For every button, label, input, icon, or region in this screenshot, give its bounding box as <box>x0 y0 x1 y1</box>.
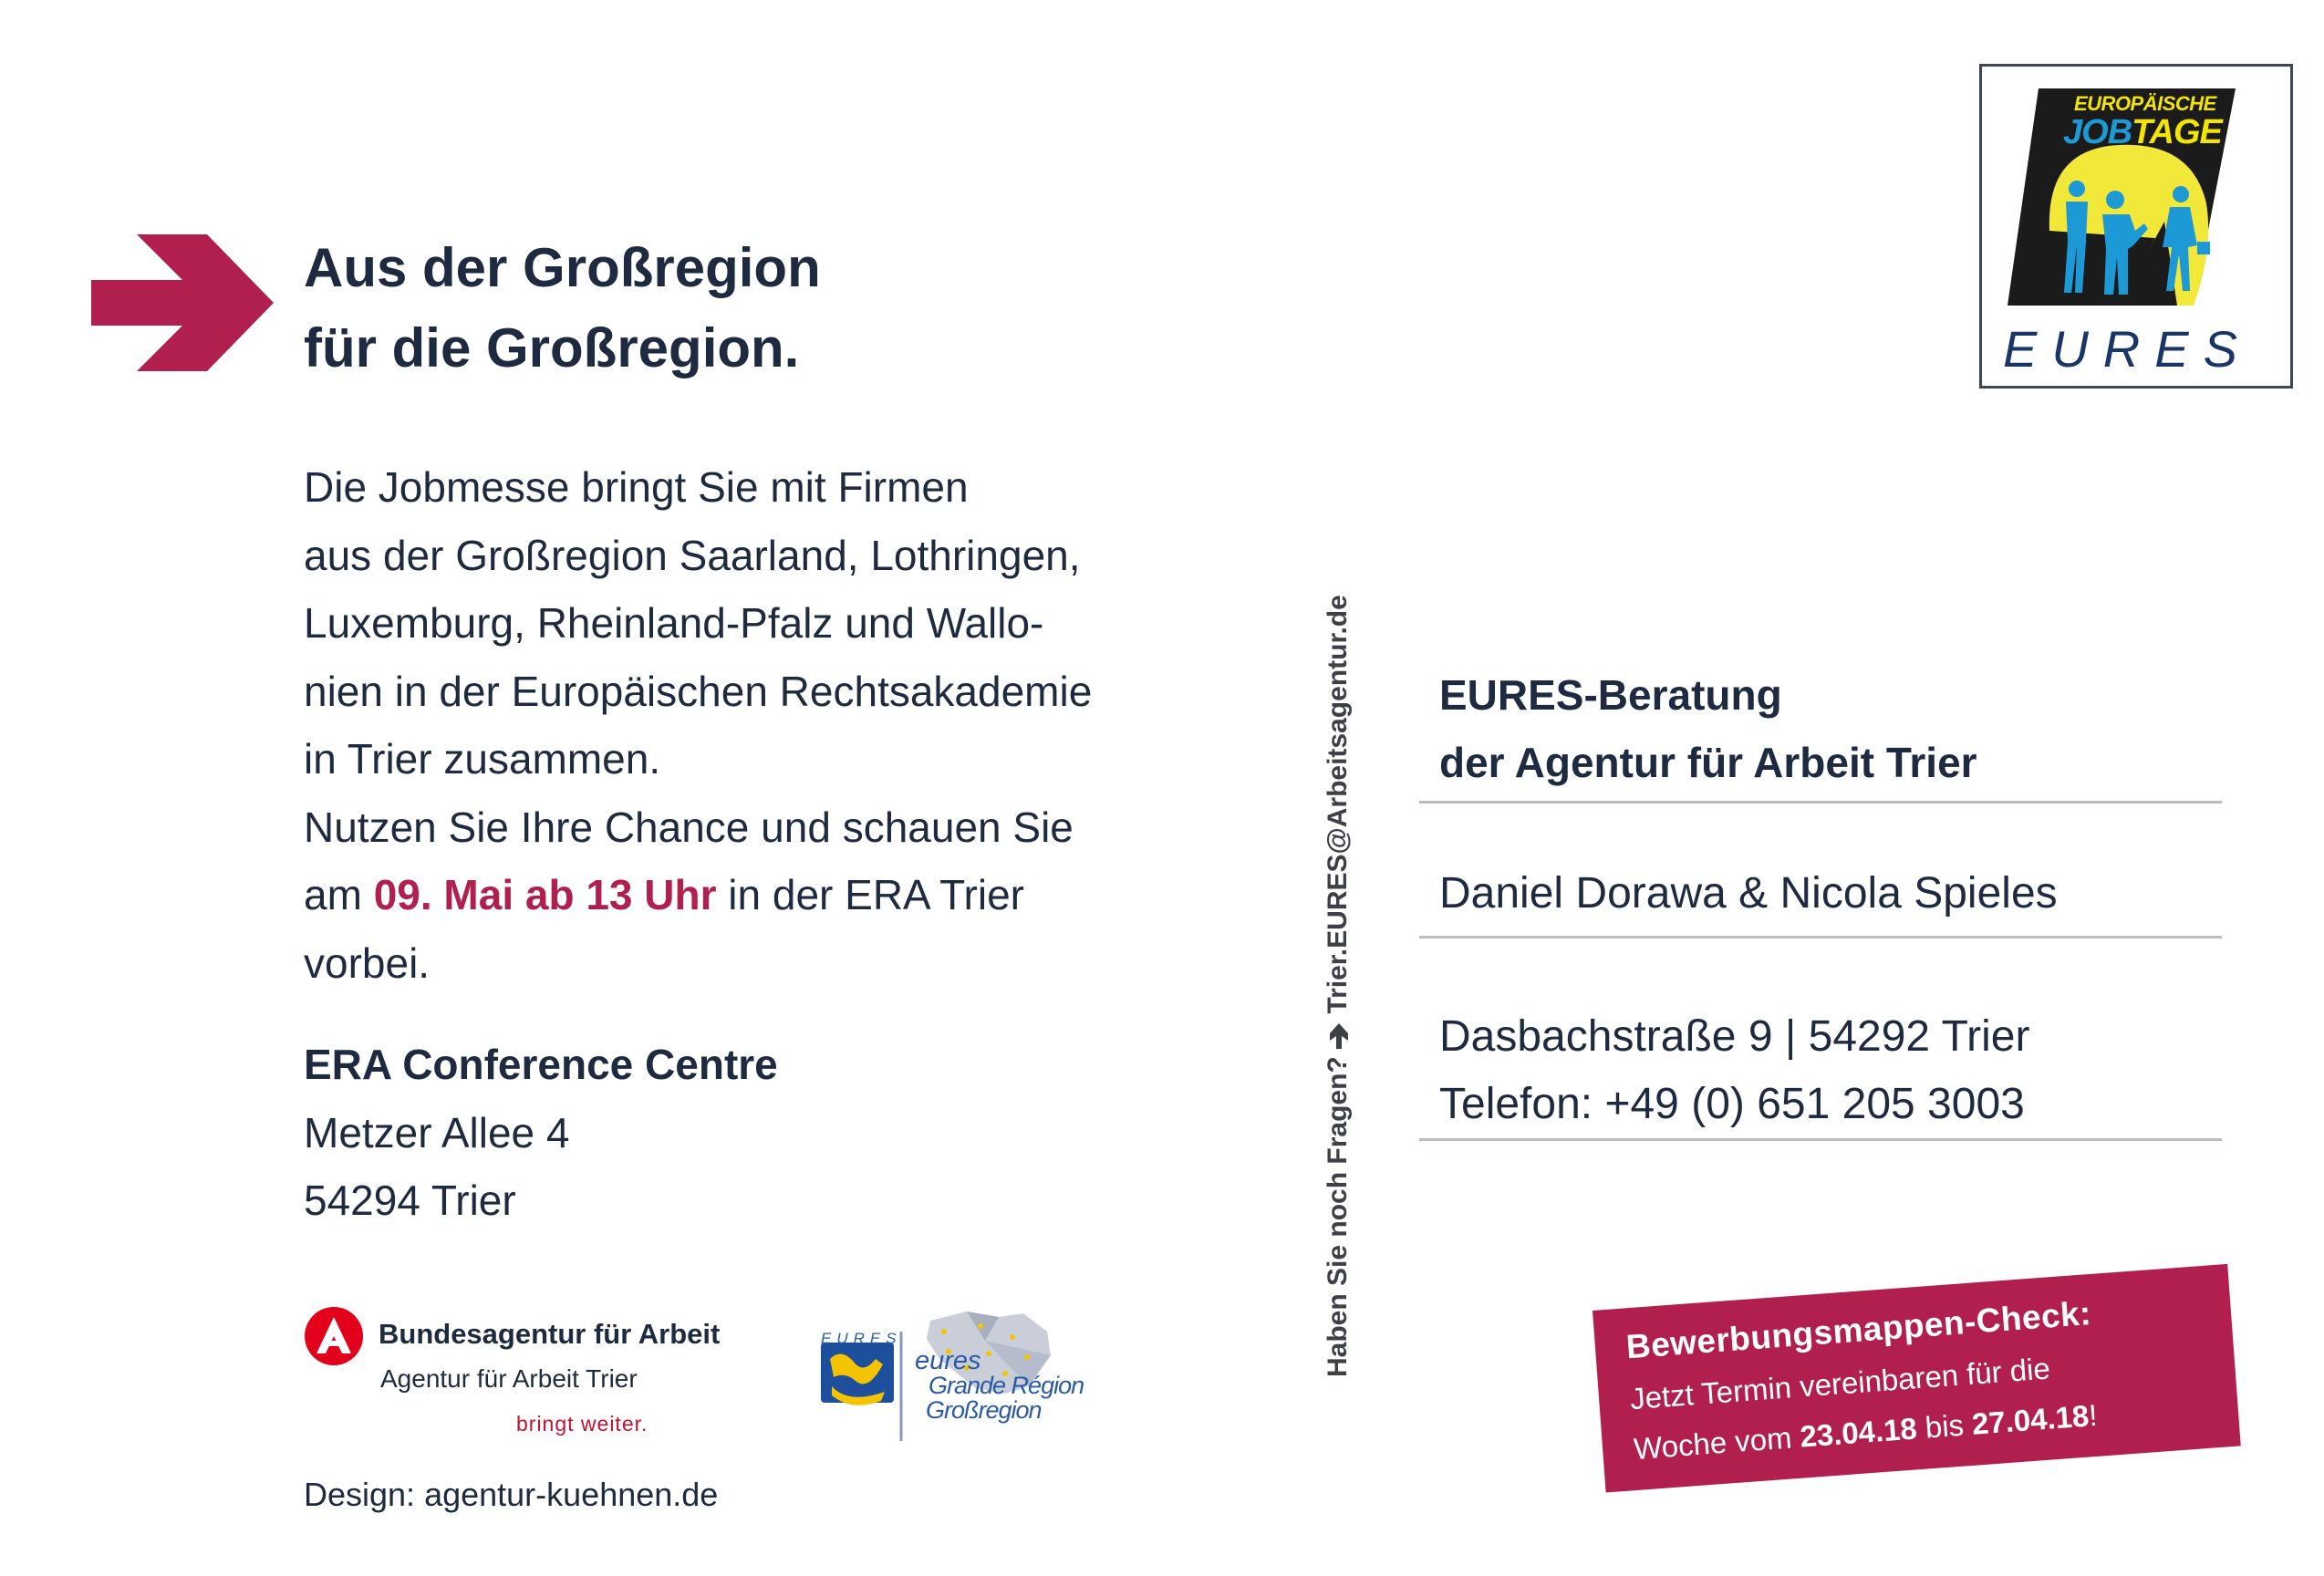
ba-slogan: bringt weiter. <box>516 1412 648 1436</box>
design-credit: Design: agentur-kuehnen.de <box>304 1476 719 1513</box>
body-line: in Trier zusammen. <box>304 735 661 783</box>
body-text <box>304 453 1092 997</box>
arrow-right-icon <box>91 234 274 371</box>
headline-line-2: für die Großregion. <box>304 317 800 378</box>
jobtage-tage: TAGE <box>2132 113 2222 151</box>
eures-gr-eures: eures <box>915 1346 981 1375</box>
vertical-email[interactable]: Trier.EURES@Arbeitsagentur.de <box>1323 595 1353 1014</box>
banner-date-from: 23.04.18 <box>1799 1411 1919 1454</box>
jobtage-job: JOB <box>2063 113 2132 151</box>
body-line: nien in der Europäischen Rechtsakademie <box>304 667 1093 715</box>
contact-title <box>1439 661 1977 796</box>
contact-phone[interactable]: Telefon: +49 (0) 651 205 3003 <box>1439 1080 2025 1128</box>
date-prefix: am <box>304 871 374 918</box>
jobtage-line-2 <box>2063 113 2222 152</box>
contact-names: Daniel Dorawa & Nicola Spieles <box>1439 869 2058 918</box>
contact-street: Dasbachstraße 9 | 54292 Trier <box>1439 1012 2030 1061</box>
bundesagentur-logo-icon <box>304 1306 364 1366</box>
eures-gr-grande: Grande Région <box>929 1372 1084 1399</box>
ba-subtitle: Agentur für Arbeit Trier <box>380 1364 638 1393</box>
banner-week-suffix: ! <box>2087 1397 2099 1433</box>
eures-gr-gross: Großregion <box>926 1396 1042 1424</box>
vertical-contact <box>1320 474 1356 1377</box>
banner-title: Bewerbungsmappen-Check: <box>1624 1294 2093 1366</box>
body-line: Nutzen Sie Ihre Chance und schauen Sie <box>304 803 1074 851</box>
banner-week-mid: bis <box>1915 1406 1974 1446</box>
venue-street: Metzer Allee 4 <box>304 1108 570 1156</box>
eures-label: EURES <box>821 1330 902 1347</box>
date-highlight: 09. Mai ab 13 Uhr <box>373 871 717 918</box>
vertical-question: Haben Sie noch Fragen? <box>1323 1056 1353 1377</box>
body-line: vorbei. <box>304 938 431 987</box>
banner-week-prefix: Woche vom <box>1632 1419 1801 1467</box>
date-suffix: in der ERA Trier <box>716 871 1024 918</box>
jobtage-eures: EURES <box>2003 320 2252 378</box>
ba-name: Bundesagentur für Arbeit <box>379 1318 721 1350</box>
body-line: Luxemburg, Rheinland-Pfalz und Wallo- <box>304 599 1044 647</box>
application-check-banner <box>1593 1264 2241 1493</box>
divider <box>1419 801 2222 804</box>
banner-date-to: 27.04.18 <box>1970 1398 2091 1441</box>
venue-name: ERA Conference Centre <box>304 1041 778 1088</box>
contact-title-line-2: der Agentur für Arbeit Trier <box>1439 739 1977 786</box>
body-line: Die Jobmesse bringt Sie mit Firmen <box>304 463 969 511</box>
headline <box>304 228 821 389</box>
venue-city: 54294 Trier <box>304 1177 516 1224</box>
venue <box>304 1031 778 1235</box>
jobtage-line-1: EUROPÄISCHE <box>2074 92 2216 115</box>
body-date-line <box>304 861 1092 929</box>
arrow-right-icon <box>1328 1021 1350 1049</box>
divider <box>1419 1138 2222 1141</box>
contact-address <box>1439 1003 2029 1138</box>
body-line: aus der Großregion Saarland, Lothringen, <box>304 531 1081 579</box>
contact-title-line-1: EURES-Beratung <box>1439 671 1782 719</box>
divider <box>1419 936 2222 938</box>
headline-line-1: Aus der Großregion <box>304 237 821 298</box>
banner-line-1: Jetzt Termin vereinbaren für die <box>1628 1351 2051 1416</box>
